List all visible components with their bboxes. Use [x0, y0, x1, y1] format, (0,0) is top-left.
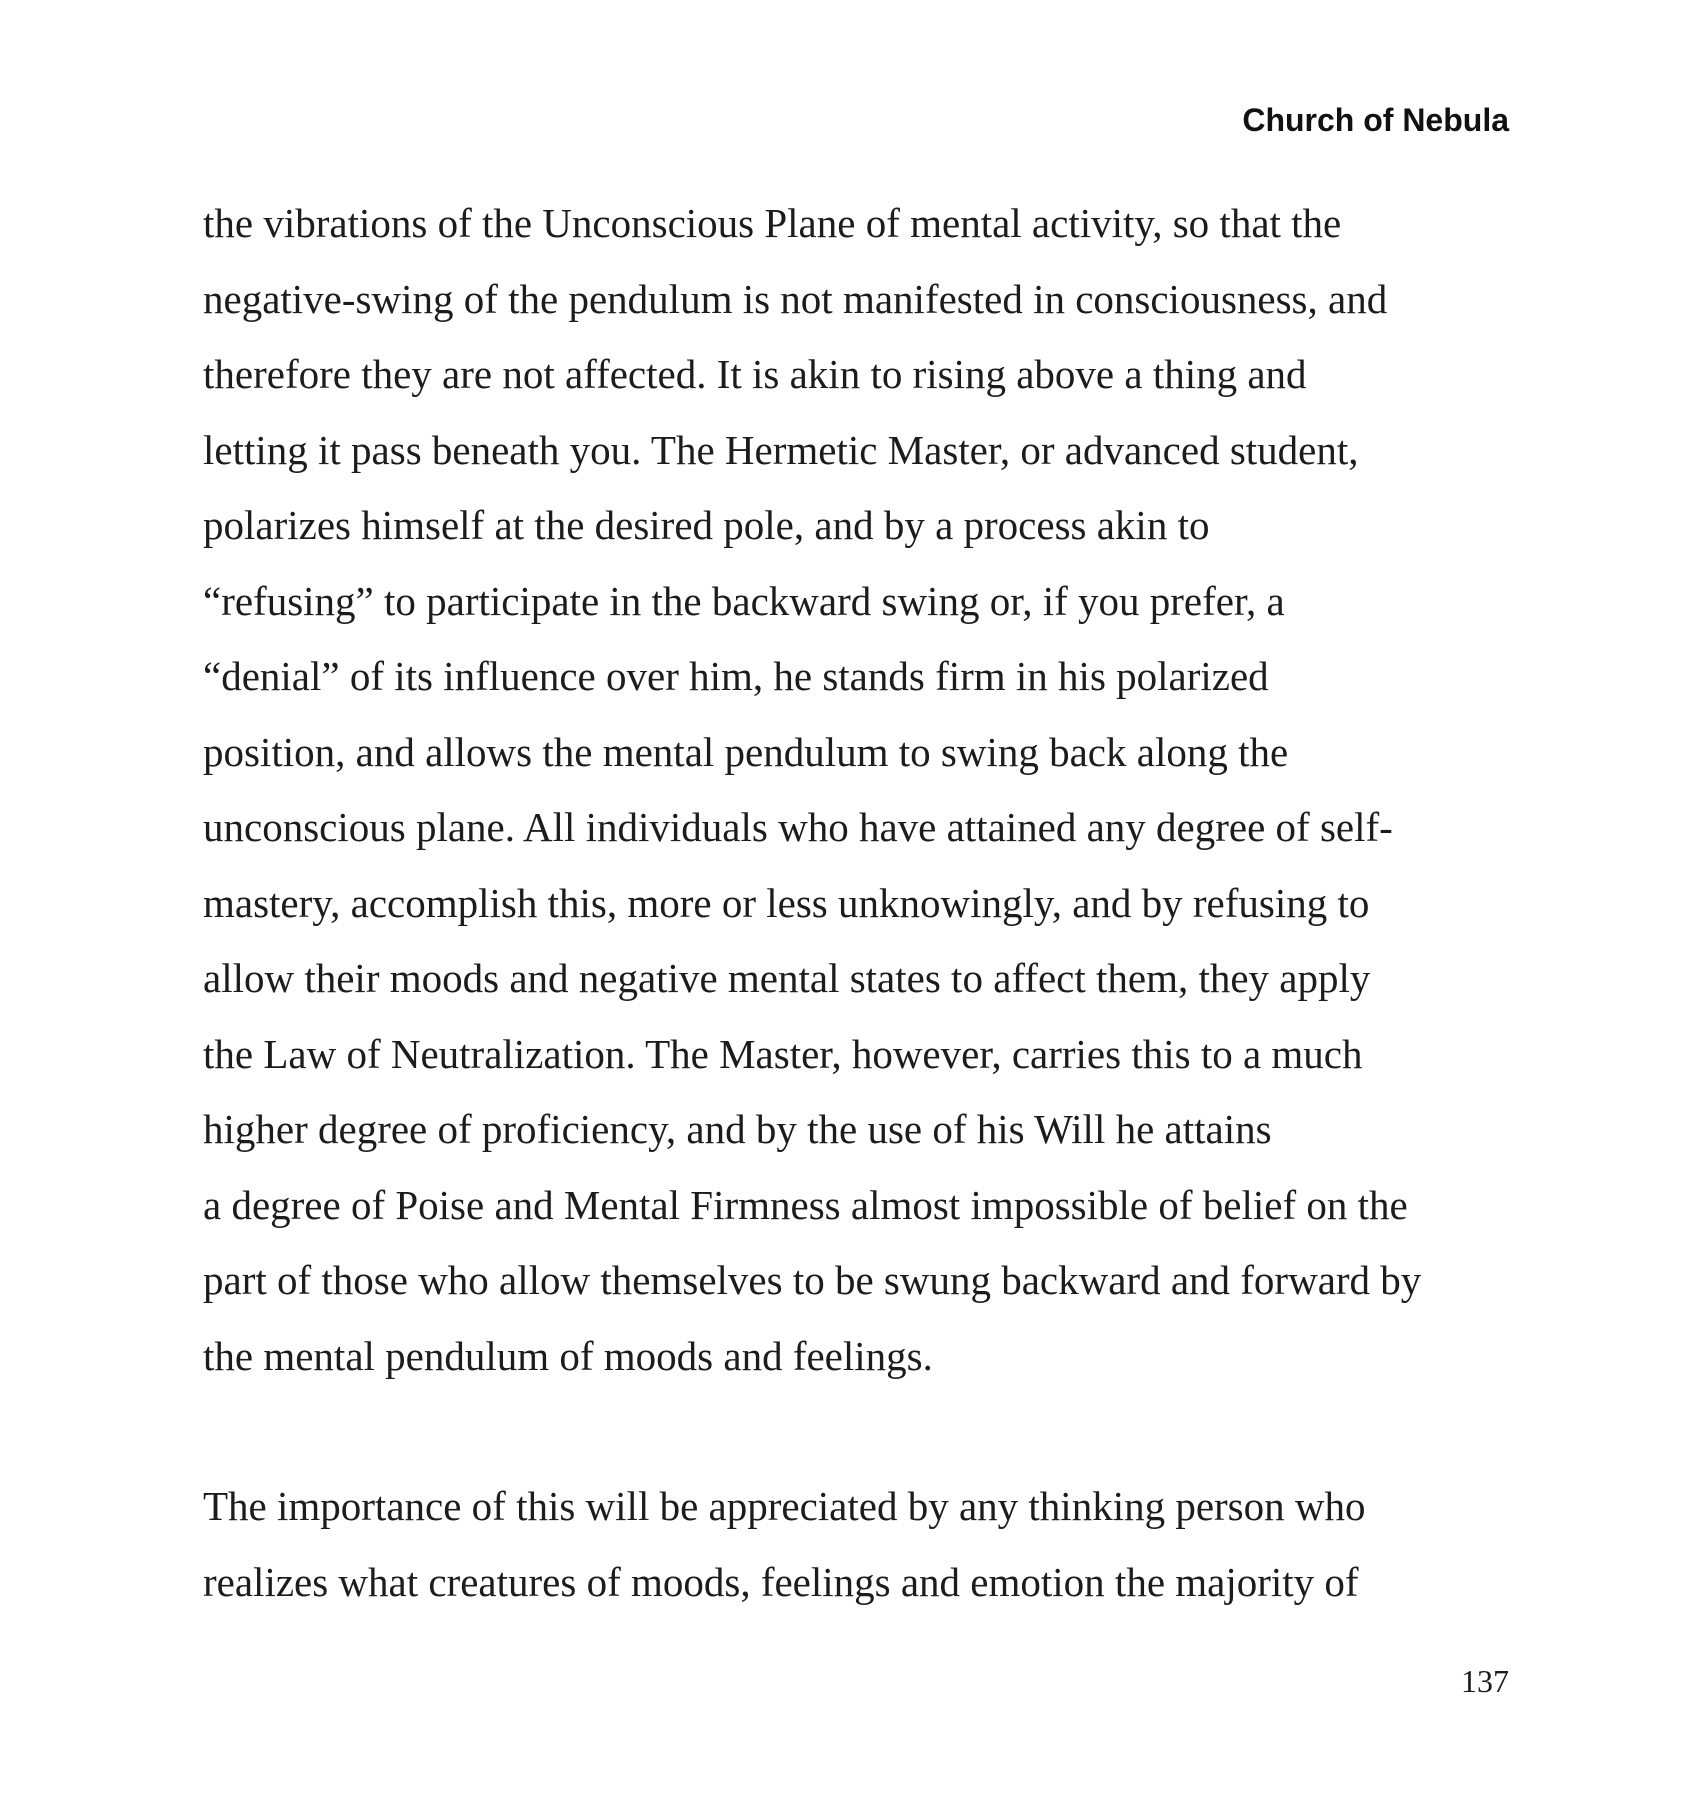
text-line: mastery, accomplish this, more or less unknowingly, and by refusing to — [203, 879, 1370, 926]
text-line: allow their moods and negative mental states to affect them, they apply — [203, 955, 1371, 1001]
text-line: unconscious plane. All individuals who have attained any degree of self- — [203, 804, 1393, 850]
text-line: position, and allows the mental pendulum to swing back along the — [203, 728, 1289, 775]
text-line: letting it pass beneath you. The Hermetic Master, or advanced student, — [203, 426, 1359, 473]
text-line: “denial” of its influence over him, he stands firm in his polarized — [203, 653, 1269, 699]
text-line: higher degree of proficiency, and by the use of his Will he attains — [203, 1106, 1272, 1152]
text-line: a degree of Poise and Mental Firmness almost impossible of belief on the — [203, 1181, 1408, 1228]
paragraph-2 — [203, 1469, 1533, 1620]
running-header: Church of Nebula — [1242, 102, 1509, 138]
body-text — [203, 186, 1533, 1620]
text-line: negative-swing of the pendulum is not manifested in consciousness, and — [203, 275, 1388, 322]
text-line: realizes what creatures of moods, feelings and emotion the majority of — [203, 1558, 1359, 1605]
text-line: the vibrations of the Unconscious Plane of mental activity, so that the — [203, 200, 1342, 246]
text-line: The importance of this will be appreciated by any thinking person who — [203, 1483, 1366, 1529]
text-line: part of those who allow themselves to be swung backward and forward by — [203, 1257, 1422, 1303]
page-number: 137 — [1461, 1663, 1509, 1699]
text-line: the mental pendulum of moods and feelings. — [203, 1332, 933, 1379]
paragraph-1 — [203, 186, 1533, 1394]
text-line: “refusing” to participate in the backward swing or, if you prefer, a — [203, 577, 1285, 624]
text-line: the Law of Neutralization. The Master, however, carries this to a much — [203, 1030, 1363, 1077]
text-line: therefore they are not affected. It is akin to rising above a thing and — [203, 351, 1307, 397]
paragraph-spacer — [203, 1394, 1533, 1469]
text-line: polarizes himself at the desired pole, and by a process akin to — [203, 502, 1210, 548]
